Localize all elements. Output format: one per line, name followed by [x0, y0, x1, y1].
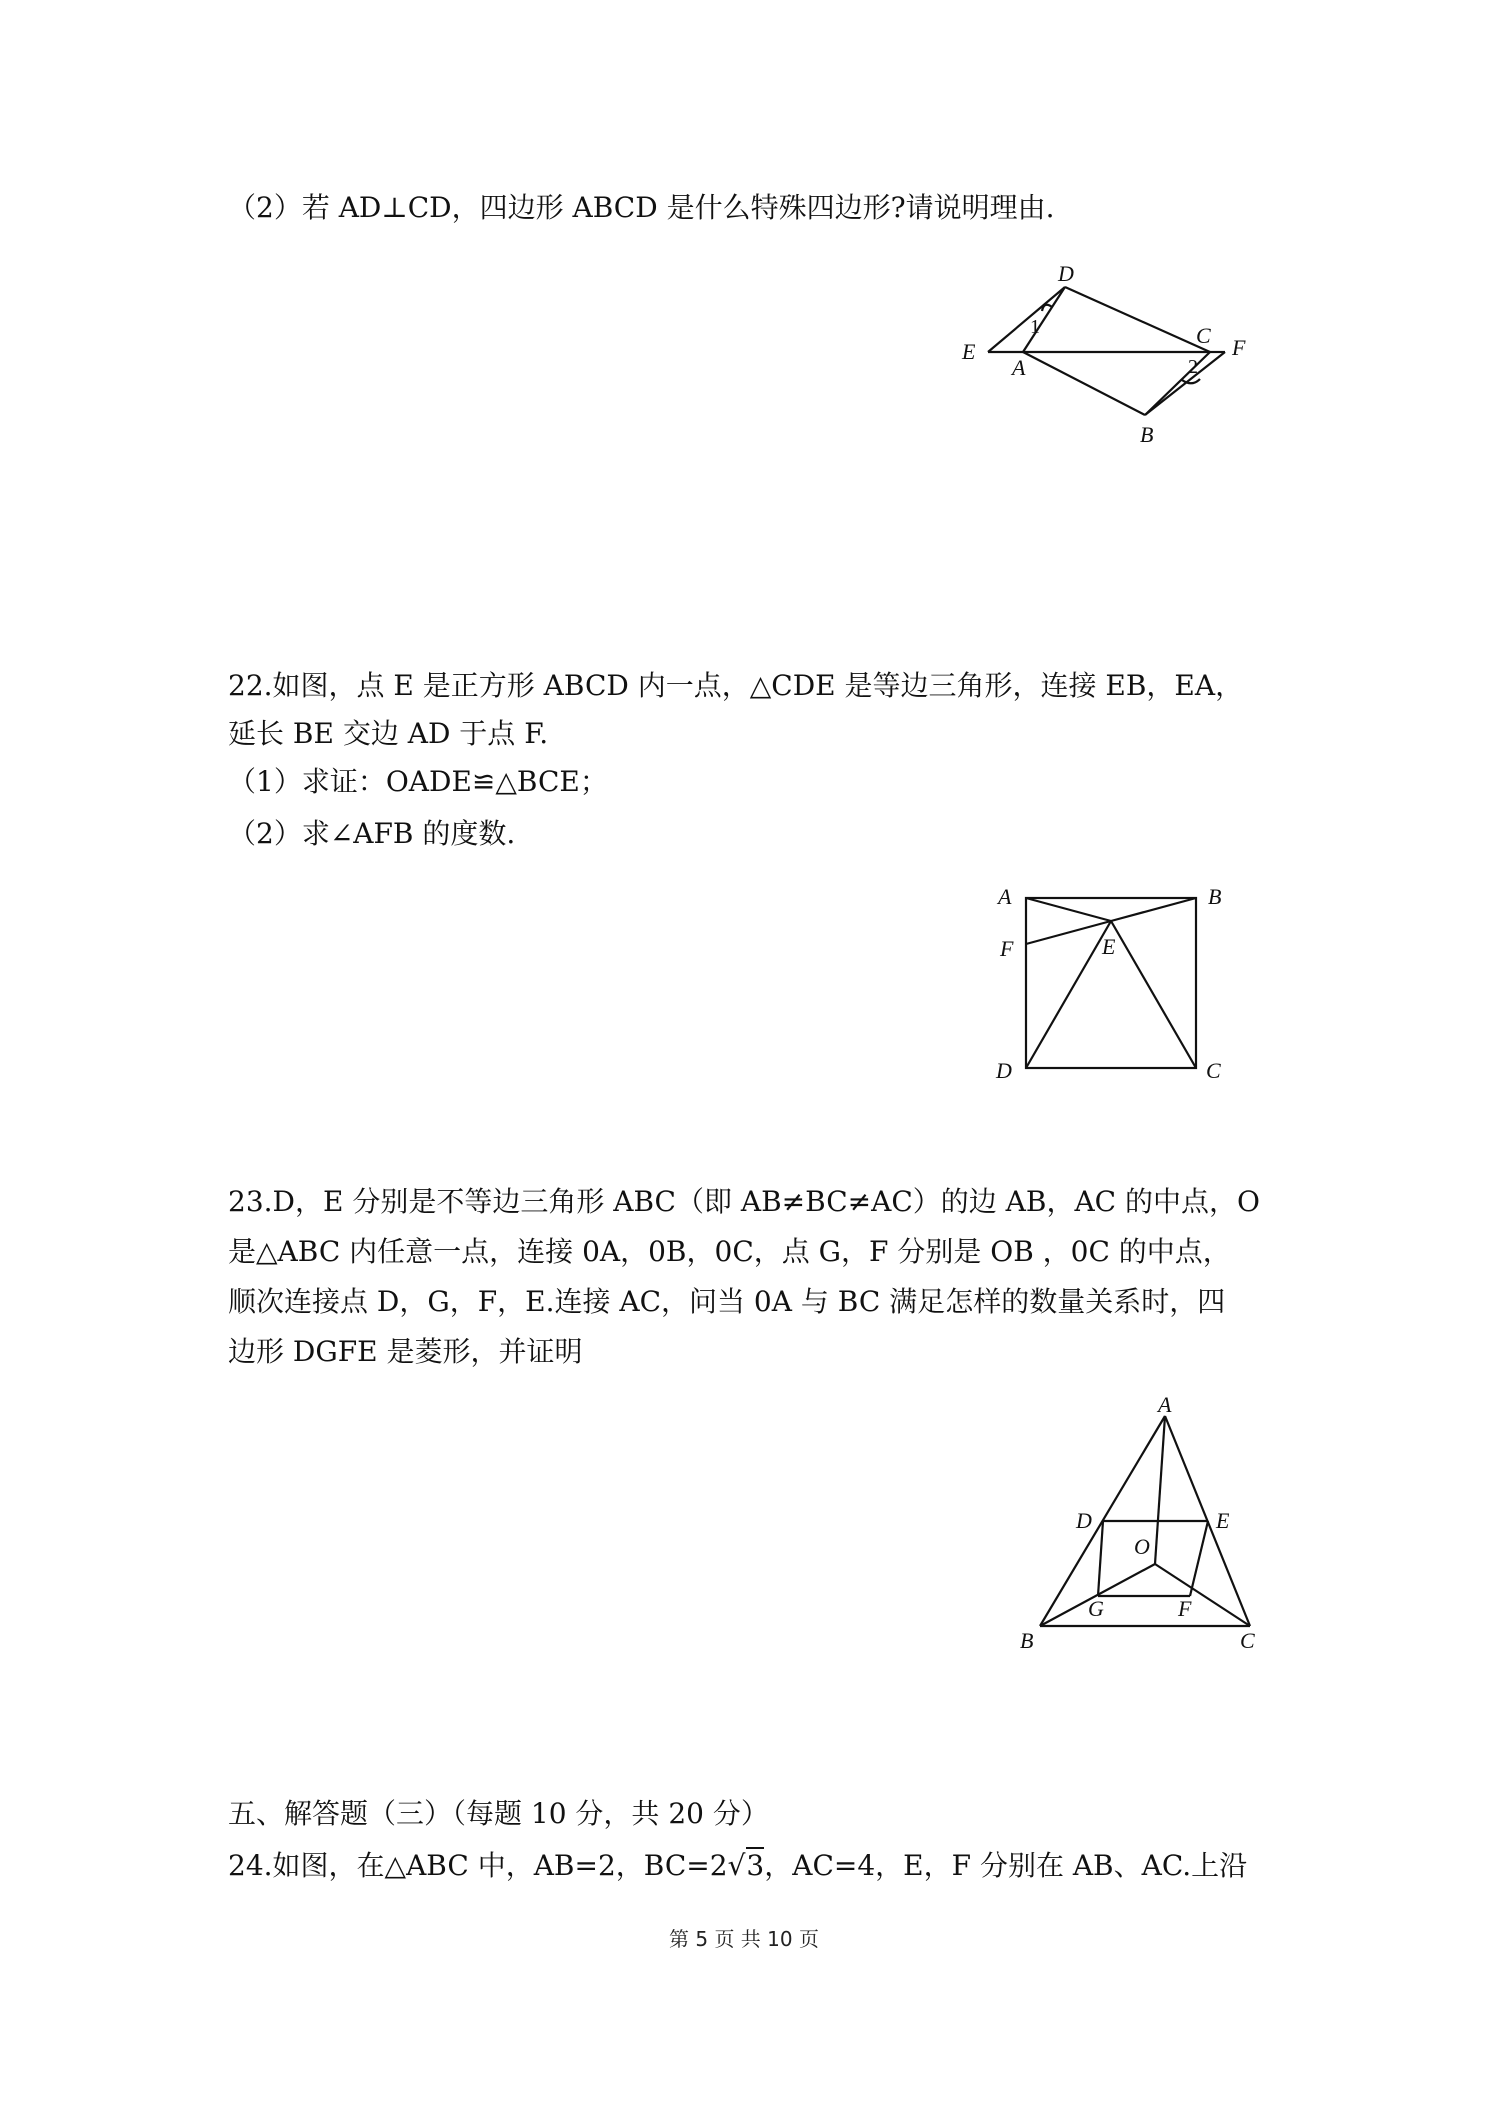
label-D: D: [996, 1058, 1012, 1083]
q24-line1: [228, 1846, 1247, 1886]
q22-line2: 延长 BE 交边 AD 于点 F.: [228, 717, 549, 750]
label-D: D: [1058, 261, 1074, 286]
label-F: F: [1178, 1596, 1192, 1621]
q23-line3: 顺次连接点 D，G，F，E.连接 AC，问当 0A 与 BC 满足怎样的数量关系时，四: [228, 1285, 1226, 1318]
label-A: A: [1158, 1396, 1172, 1417]
sqrt-symbol: √3: [727, 1849, 765, 1882]
q23-line4: 边形 DGFE 是菱形，并证明: [228, 1335, 583, 1368]
q22-figure: [980, 868, 1250, 1098]
q22-line1: 22.如图，点 E 是正方形 ABCD 内一点，△CDE 是等边三角形，连接 EB，EA，: [228, 669, 1244, 702]
label-B: B: [1020, 1628, 1034, 1653]
label-D: D: [1076, 1508, 1092, 1533]
label-G: G: [1088, 1596, 1104, 1621]
page-footer: 第 5 页 共 10 页: [669, 1927, 819, 1951]
label-C: C: [1196, 323, 1211, 348]
q22-part1: （1）求证：OADE≌△BCE；: [228, 765, 608, 798]
label-angle-1: 1: [1030, 316, 1040, 338]
label-E: E: [1102, 934, 1116, 959]
label-C: C: [1240, 1628, 1255, 1653]
label-F: F: [1000, 936, 1014, 961]
label-B: B: [1140, 422, 1154, 447]
label-A: A: [998, 884, 1012, 909]
q24-suffix: ，AC=4，E，F 分别在 AB、AC.上沿: [764, 1849, 1248, 1882]
q23-figure: [1010, 1396, 1270, 1656]
label-A: A: [1012, 355, 1026, 380]
q21-figure: [960, 255, 1260, 455]
q21-part2: （2）若 AD⊥CD，四边形 ABCD 是什么特殊四边形?请说明理由.: [228, 191, 1055, 224]
label-O: O: [1134, 1534, 1150, 1559]
sqrt-radicand: 3: [746, 1849, 765, 1882]
q23-line2: 是△ABC 内任意一点，连接 0A，0B，0C，点 G，F 分别是 OB ，0C 的中点，: [228, 1235, 1231, 1268]
label-E: E: [962, 339, 976, 364]
q24-prefix: 24.如图，在△ABC 中，AB=2，BC=2: [228, 1849, 728, 1882]
section-5-heading: 五、解答题（三）（每题 10 分，共 20 分）: [228, 1797, 769, 1830]
label-F: F: [1232, 335, 1246, 360]
q23-line1: 23.D，E 分别是不等边三角形 ABC（即 AB≠BC≠AC）的边 AB，AC 的中点，O: [228, 1185, 1260, 1218]
label-B: B: [1208, 884, 1222, 909]
label-angle-2: 2: [1188, 356, 1198, 378]
label-E: E: [1216, 1508, 1230, 1533]
q22-part2: （2）求∠AFB 的度数.: [228, 817, 516, 850]
label-C: C: [1206, 1058, 1221, 1083]
